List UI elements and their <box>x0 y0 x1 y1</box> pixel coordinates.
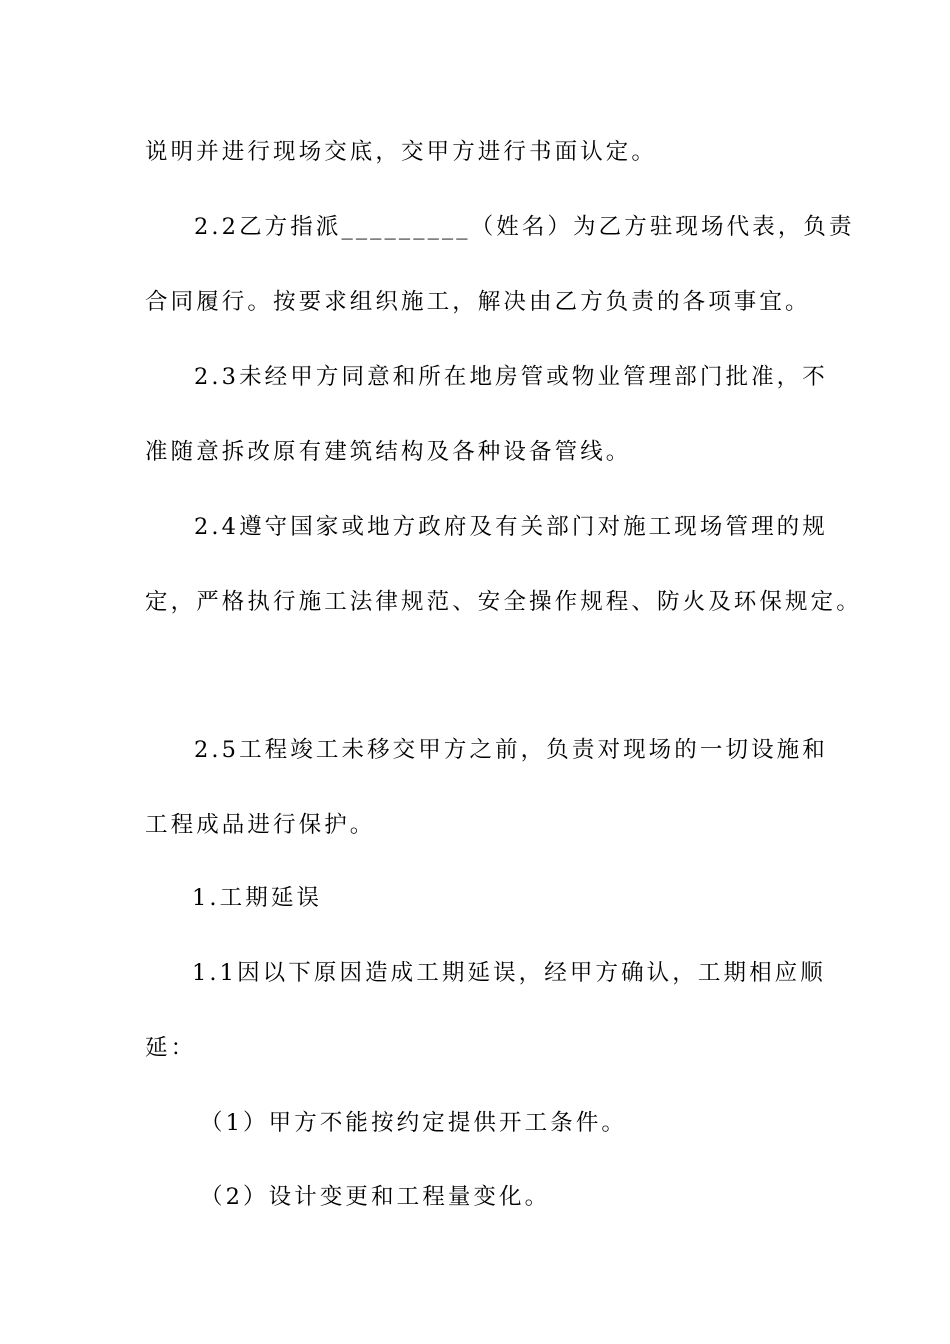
clause-2-2-line-2: 合同履行。按要求组织施工，解决由乙方负责的各项事宜。 <box>145 289 811 315</box>
list-item-1: （1）甲方不能按约定提供开工条件。 <box>200 1110 628 1136</box>
clause-2-5-line-2: 工程成品进行保护。 <box>145 812 376 838</box>
clause-2-4-line-1: 2.4遵守国家或地方政府及有关部门对施工现场管理的规 <box>194 514 828 540</box>
list-item-2: （2）设计变更和工程量变化。 <box>200 1184 551 1210</box>
section-heading-delay: 1.工期延误 <box>192 885 323 911</box>
clause-1-1-line-2: 延： <box>145 1035 197 1061</box>
paragraph-line-1: 说明并进行现场交底，交甲方进行书面认定。 <box>145 139 658 165</box>
clause-2-4-line-2: 定，严格执行施工法律规范、安全操作规程、防火及环保规定。 <box>145 589 862 615</box>
clause-2-2-line-1: 2.2乙方指派_________（姓名）为乙方驻现场代表，负责 <box>194 214 855 240</box>
clause-2-5-line-1: 2.5工程竣工未移交甲方之前，负责对现场的一切设施和 <box>194 737 828 763</box>
clause-2-3-line-2: 准随意拆改原有建筑结构及各种设备管线。 <box>145 439 632 465</box>
clause-2-3-line-1: 2.3未经甲方同意和所在地房管或物业管理部门批准，不 <box>194 364 828 390</box>
clause-1-1-line-1: 1.1因以下原因造成工期延误，经甲方确认，工期相应顺 <box>192 960 826 986</box>
